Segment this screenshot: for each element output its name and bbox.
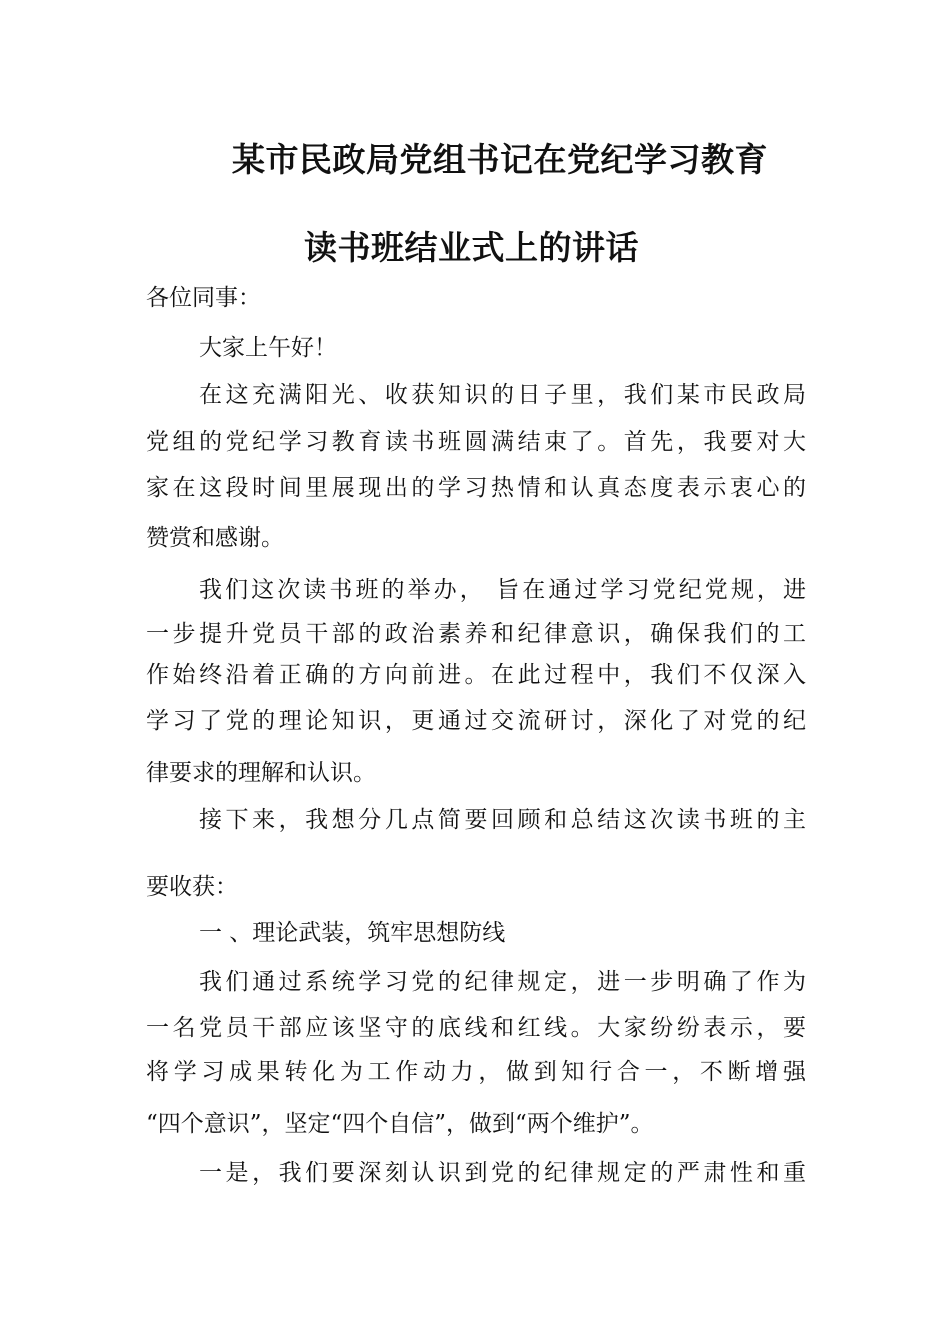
- paragraph-4-line-2: 一名党员干部应该坚守的底线和红线。大家纷纷表示，要: [146, 1015, 806, 1041]
- paragraph-2-line-1: 我们这次读书班的举办， 旨在通过学习党纪党规，进: [199, 577, 806, 603]
- paragraph-3-line-1: 接下来，我想分几点简要回顾和总结这次读书班的主: [199, 807, 806, 833]
- paragraph-4-line-1: 我们通过系统学习党的纪律规定，进一步明确了作为: [199, 969, 806, 995]
- paragraph-3-line-2: 要收获：: [146, 874, 238, 900]
- salutation: 各位同事：: [146, 285, 261, 311]
- paragraph-1-line-4: 赞赏和感谢。: [146, 525, 284, 551]
- paragraph-1-line-2: 党组的党纪学习教育读书班圆满结束了。首先，我要对大: [146, 429, 806, 455]
- paragraph-2-line-3: 作始终沿着正确的方向前进。在此过程中，我们不仅深入: [146, 662, 806, 688]
- paragraph-1-line-1: 在这充满阳光、收获知识的日子里，我们某市民政局: [199, 382, 806, 408]
- document-title-line-2: 读书班结业式上的讲话: [304, 228, 639, 267]
- paragraph-4-line-4: “四个意识”，坚定“四个自信”，做到“两个维护”。: [146, 1111, 654, 1137]
- paragraph-1-line-3: 家在这段时间里展现出的学习热情和认真态度表示衷心的: [146, 475, 806, 501]
- document-title-line-1: 某市民政局党组书记在党纪学习教育: [232, 140, 768, 179]
- paragraph-5-line-1: 一是，我们要深刻认识到党的纪律规定的严肃性和重: [199, 1160, 806, 1186]
- paragraph-2-line-5: 律要求的理解和认识。: [146, 760, 376, 786]
- paragraph-2-line-4: 学习了党的理论知识，更通过交流研讨，深化了对党的纪: [146, 708, 806, 734]
- section-1-heading: 一 、理论武装，筑牢思想防线: [199, 920, 506, 946]
- paragraph-4-line-3: 将学习成果转化为工作动力，做到知行合一，不断增强: [146, 1059, 806, 1085]
- greeting: 大家上午好！: [199, 335, 337, 361]
- paragraph-2-line-2: 一步提升党员干部的政治素养和纪律意识，确保我们的工: [146, 621, 806, 647]
